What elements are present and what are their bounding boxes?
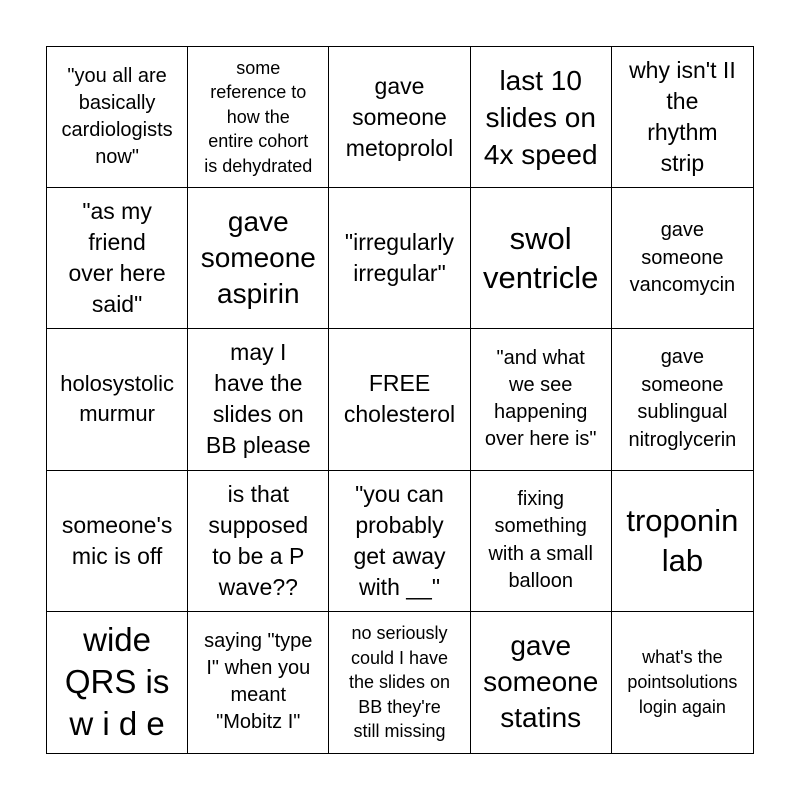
cell-text: gave someone statins xyxy=(483,630,599,734)
bingo-cell[interactable] xyxy=(329,188,470,329)
bingo-cell[interactable] xyxy=(188,188,329,329)
bingo-cell[interactable] xyxy=(471,47,612,188)
bingo-cell[interactable] xyxy=(47,329,188,470)
cell-text: saying "type I" when you meant "Mobitz I" xyxy=(204,630,313,734)
bingo-board xyxy=(46,46,754,754)
cell-text: "you all are basically cardiologists now" xyxy=(61,65,173,169)
bingo-cell[interactable] xyxy=(188,47,329,188)
cell-text: "and what we see happening over here is" xyxy=(484,347,597,451)
cell-text: swol ventricle xyxy=(482,221,599,296)
cell-text: holosystolic murmur xyxy=(60,371,174,427)
cell-text: last 10 slides on 4x speed xyxy=(483,64,598,170)
bingo-cell[interactable] xyxy=(612,471,753,612)
cell-text: what's the pointsolutions login again xyxy=(627,646,738,717)
cell-text: troponin lab xyxy=(626,502,739,578)
bingo-cell[interactable] xyxy=(47,471,188,612)
bingo-cell[interactable] xyxy=(188,471,329,612)
bingo-cell[interactable] xyxy=(329,471,470,612)
bingo-cell[interactable] xyxy=(329,47,470,188)
bingo-cell[interactable] xyxy=(471,329,612,470)
cell-text: gave someone aspirin xyxy=(200,206,316,310)
cell-text: gave someone sublingual nitroglycerin xyxy=(628,346,737,451)
bingo-cell[interactable] xyxy=(329,612,470,753)
bingo-cell[interactable] xyxy=(612,329,753,470)
bingo-cell[interactable] xyxy=(471,471,612,612)
cell-text: fixing something with a small balloon xyxy=(488,487,593,593)
bingo-cell[interactable] xyxy=(47,188,188,329)
bingo-cell[interactable] xyxy=(612,47,753,188)
cell-text: someone's mic is off xyxy=(61,511,173,569)
bingo-cell[interactable] xyxy=(47,612,188,753)
bingo-cell[interactable] xyxy=(188,612,329,753)
bingo-cell[interactable] xyxy=(188,329,329,470)
cell-text: no seriously could I have the slides on BB they're still missing xyxy=(348,623,451,742)
cell-text: may I have the slides on BB please xyxy=(205,339,311,459)
cell-text: gave someone vancomycin xyxy=(629,219,736,297)
bingo-cell[interactable] xyxy=(47,47,188,188)
cell-text: "irregularly irregular" xyxy=(344,229,455,287)
bingo-cell[interactable] xyxy=(329,329,470,470)
cell-text: FREE cholesterol xyxy=(343,370,456,428)
cell-text: "as my friend over here said" xyxy=(68,198,166,318)
cell-text: why isn't II the rhythm strip xyxy=(629,57,736,177)
bingo-cell[interactable] xyxy=(471,188,612,329)
cell-text: wide QRS is w i d e xyxy=(64,621,170,743)
bingo-cell[interactable] xyxy=(612,188,753,329)
bingo-cell[interactable] xyxy=(471,612,612,753)
bingo-cell[interactable] xyxy=(612,612,753,753)
cell-text: is that supposed to be a P wave?? xyxy=(208,480,309,600)
cell-text: some reference to how the entire cohort is dehydrated xyxy=(204,57,313,176)
cell-text: gave someone metoprolol xyxy=(345,72,454,161)
cell-text: "you can probably get away with __" xyxy=(353,480,446,600)
